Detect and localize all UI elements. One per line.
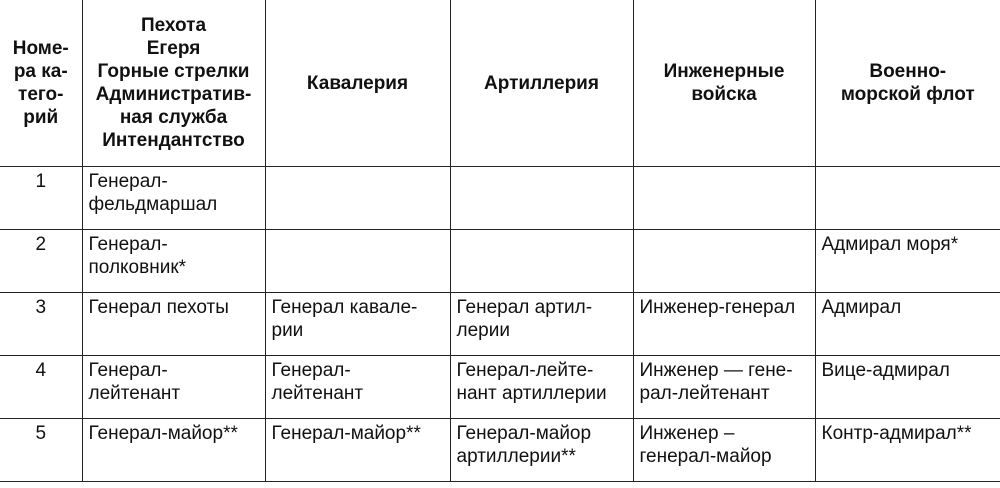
cell-navy: Контр-адмирал** [815, 419, 1000, 482]
table-row [0, 167, 1000, 230]
table-row [0, 356, 1000, 419]
cell-artillery: Генерал-майор артиллерии** [450, 419, 633, 482]
cell-engineers [633, 167, 815, 230]
cell-infantry: Генерал- лейтенант [82, 356, 265, 419]
header-infantry: Пехота Егеря Горные стрелки Административ- ная служба Интендантство [82, 0, 265, 167]
cell-artillery: Генерал-лейте- нант артиллерии [450, 356, 633, 419]
category-number: 2 [0, 230, 82, 293]
table-row [0, 293, 1000, 356]
cell-cavalry [265, 230, 450, 293]
cell-infantry: Генерал- полковник* [82, 230, 265, 293]
header-engineers: Инженерные войска [633, 0, 815, 167]
header-category-number: Номе- ра ка- тего- рий [0, 0, 82, 167]
header-cavalry: Кавалерия [265, 0, 450, 167]
cell-cavalry: Генерал- лейтенант [265, 356, 450, 419]
cell-navy [815, 167, 1000, 230]
cell-engineers: Инженер-генерал [633, 293, 815, 356]
cell-infantry: Генерал-майор** [82, 419, 265, 482]
header-artillery: Артиллерия [450, 0, 633, 167]
cell-navy: Вице-адмирал [815, 356, 1000, 419]
cell-infantry: Генерал- фельдмаршал [82, 167, 265, 230]
category-number: 1 [0, 167, 82, 230]
cell-infantry: Генерал пехоты [82, 293, 265, 356]
cell-cavalry [265, 167, 450, 230]
cell-artillery: Генерал артил- лерии [450, 293, 633, 356]
table-row [0, 419, 1000, 482]
header-navy: Военно- морской флот [815, 0, 1000, 167]
cell-artillery [450, 167, 633, 230]
cell-navy: Адмирал [815, 293, 1000, 356]
cell-engineers: Инженер – генерал-майор [633, 419, 815, 482]
cell-navy: Адмирал моря* [815, 230, 1000, 293]
category-number: 3 [0, 293, 82, 356]
cell-artillery [450, 230, 633, 293]
cell-cavalry: Генерал-майор** [265, 419, 450, 482]
table-row [0, 230, 1000, 293]
header-row [0, 0, 1000, 167]
category-number: 4 [0, 356, 82, 419]
category-number: 5 [0, 419, 82, 482]
cell-engineers [633, 230, 815, 293]
cell-engineers: Инженер — гене- рал-лейтенант [633, 356, 815, 419]
cell-cavalry: Генерал кавале- рии [265, 293, 450, 356]
